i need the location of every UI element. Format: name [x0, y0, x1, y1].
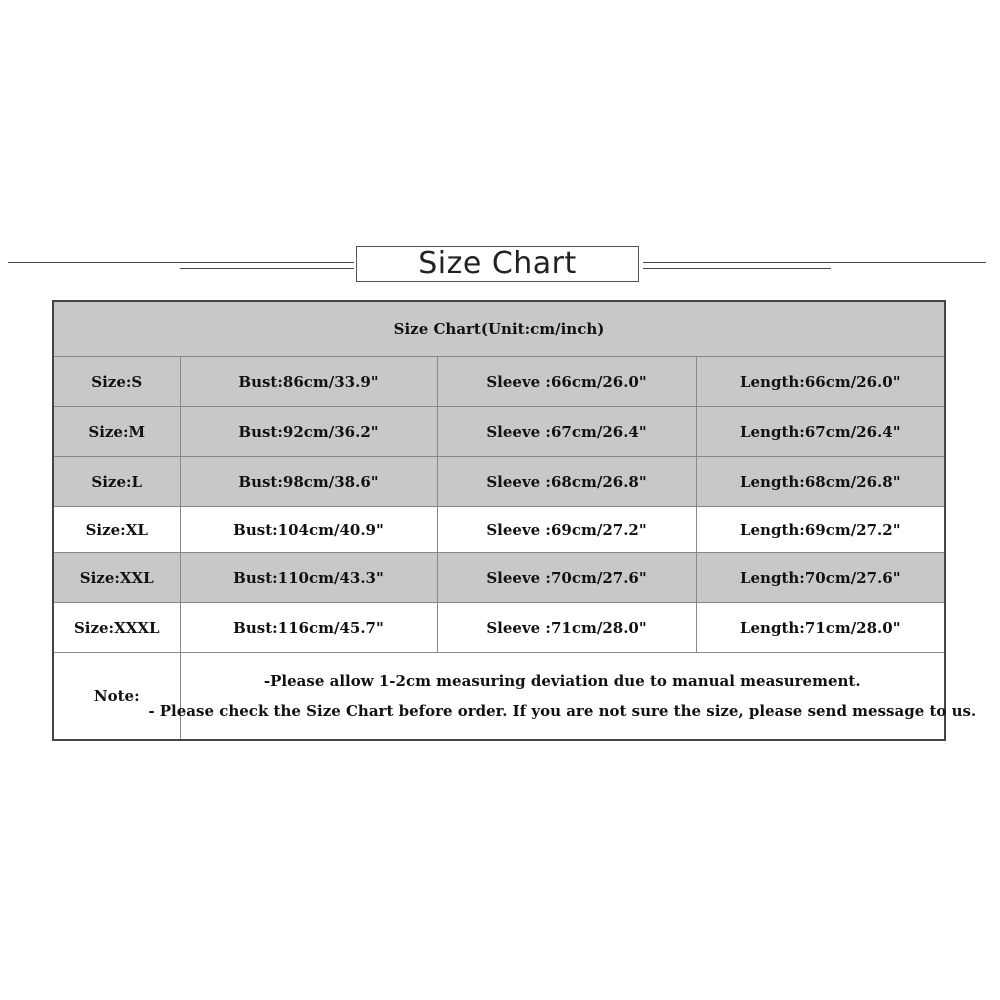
- note-row: [53, 653, 945, 741]
- sleeve-cell: Sleeve :69cm/27.2": [437, 507, 696, 553]
- bust-cell: Bust:86cm/33.9": [180, 357, 437, 407]
- note-line-2: - Please check the Size Chart before order. If you are not sure the size, please send message to us.: [148, 702, 977, 720]
- note-content: [148, 653, 977, 741]
- sleeve-cell: Sleeve :71cm/28.0": [437, 603, 696, 653]
- bust-cell: Bust:104cm/40.9": [180, 507, 437, 553]
- size-cell: Size:XXL: [53, 553, 180, 603]
- bust-cell: Bust:92cm/36.2": [180, 407, 437, 457]
- page-title: Size Chart: [418, 246, 577, 281]
- length-cell: Length:70cm/27.6": [696, 553, 945, 603]
- size-cell: Size:L: [53, 457, 180, 507]
- size-chart-table: [52, 300, 977, 741]
- sleeve-cell: Sleeve :66cm/26.0": [437, 357, 696, 407]
- sleeve-cell: Sleeve :70cm/27.6": [437, 553, 696, 603]
- title-rule-right-long: [643, 262, 986, 263]
- length-cell: Length:67cm/26.4": [696, 407, 945, 457]
- table-row: [53, 457, 945, 507]
- bust-cell: Bust:116cm/45.7": [180, 603, 437, 653]
- bust-cell: Bust:110cm/43.3": [180, 553, 437, 603]
- title-rule-left-long: [8, 262, 354, 263]
- length-cell: Length:71cm/28.0": [696, 603, 945, 653]
- length-cell: Length:68cm/26.8": [696, 457, 945, 507]
- table-row: [53, 507, 945, 553]
- table-row: [53, 357, 945, 407]
- title-rule-right-short: [643, 268, 831, 269]
- size-cell: Size:XL: [53, 507, 180, 553]
- note-label: Note:: [53, 653, 180, 741]
- length-cell: Length:69cm/27.2": [696, 507, 945, 553]
- sleeve-cell: Sleeve :68cm/26.8": [437, 457, 696, 507]
- note-line-1: -Please allow 1-2cm measuring deviation due to manual measurement.: [263, 672, 861, 690]
- table-row: [53, 603, 945, 653]
- bust-cell: Bust:98cm/38.6": [180, 457, 437, 507]
- title-box: [356, 246, 639, 282]
- size-cell: Size:XXXL: [53, 603, 180, 653]
- table-header: Size Chart(Unit:cm/inch): [53, 301, 945, 357]
- size-cell: Size:S: [53, 357, 180, 407]
- table-row: [53, 407, 945, 457]
- table-row: [53, 553, 945, 603]
- size-cell: Size:M: [53, 407, 180, 457]
- table-header-row: [53, 301, 945, 357]
- length-cell: Length:66cm/26.0": [696, 357, 945, 407]
- title-rule-left-short: [180, 268, 354, 269]
- sleeve-cell: Sleeve :67cm/26.4": [437, 407, 696, 457]
